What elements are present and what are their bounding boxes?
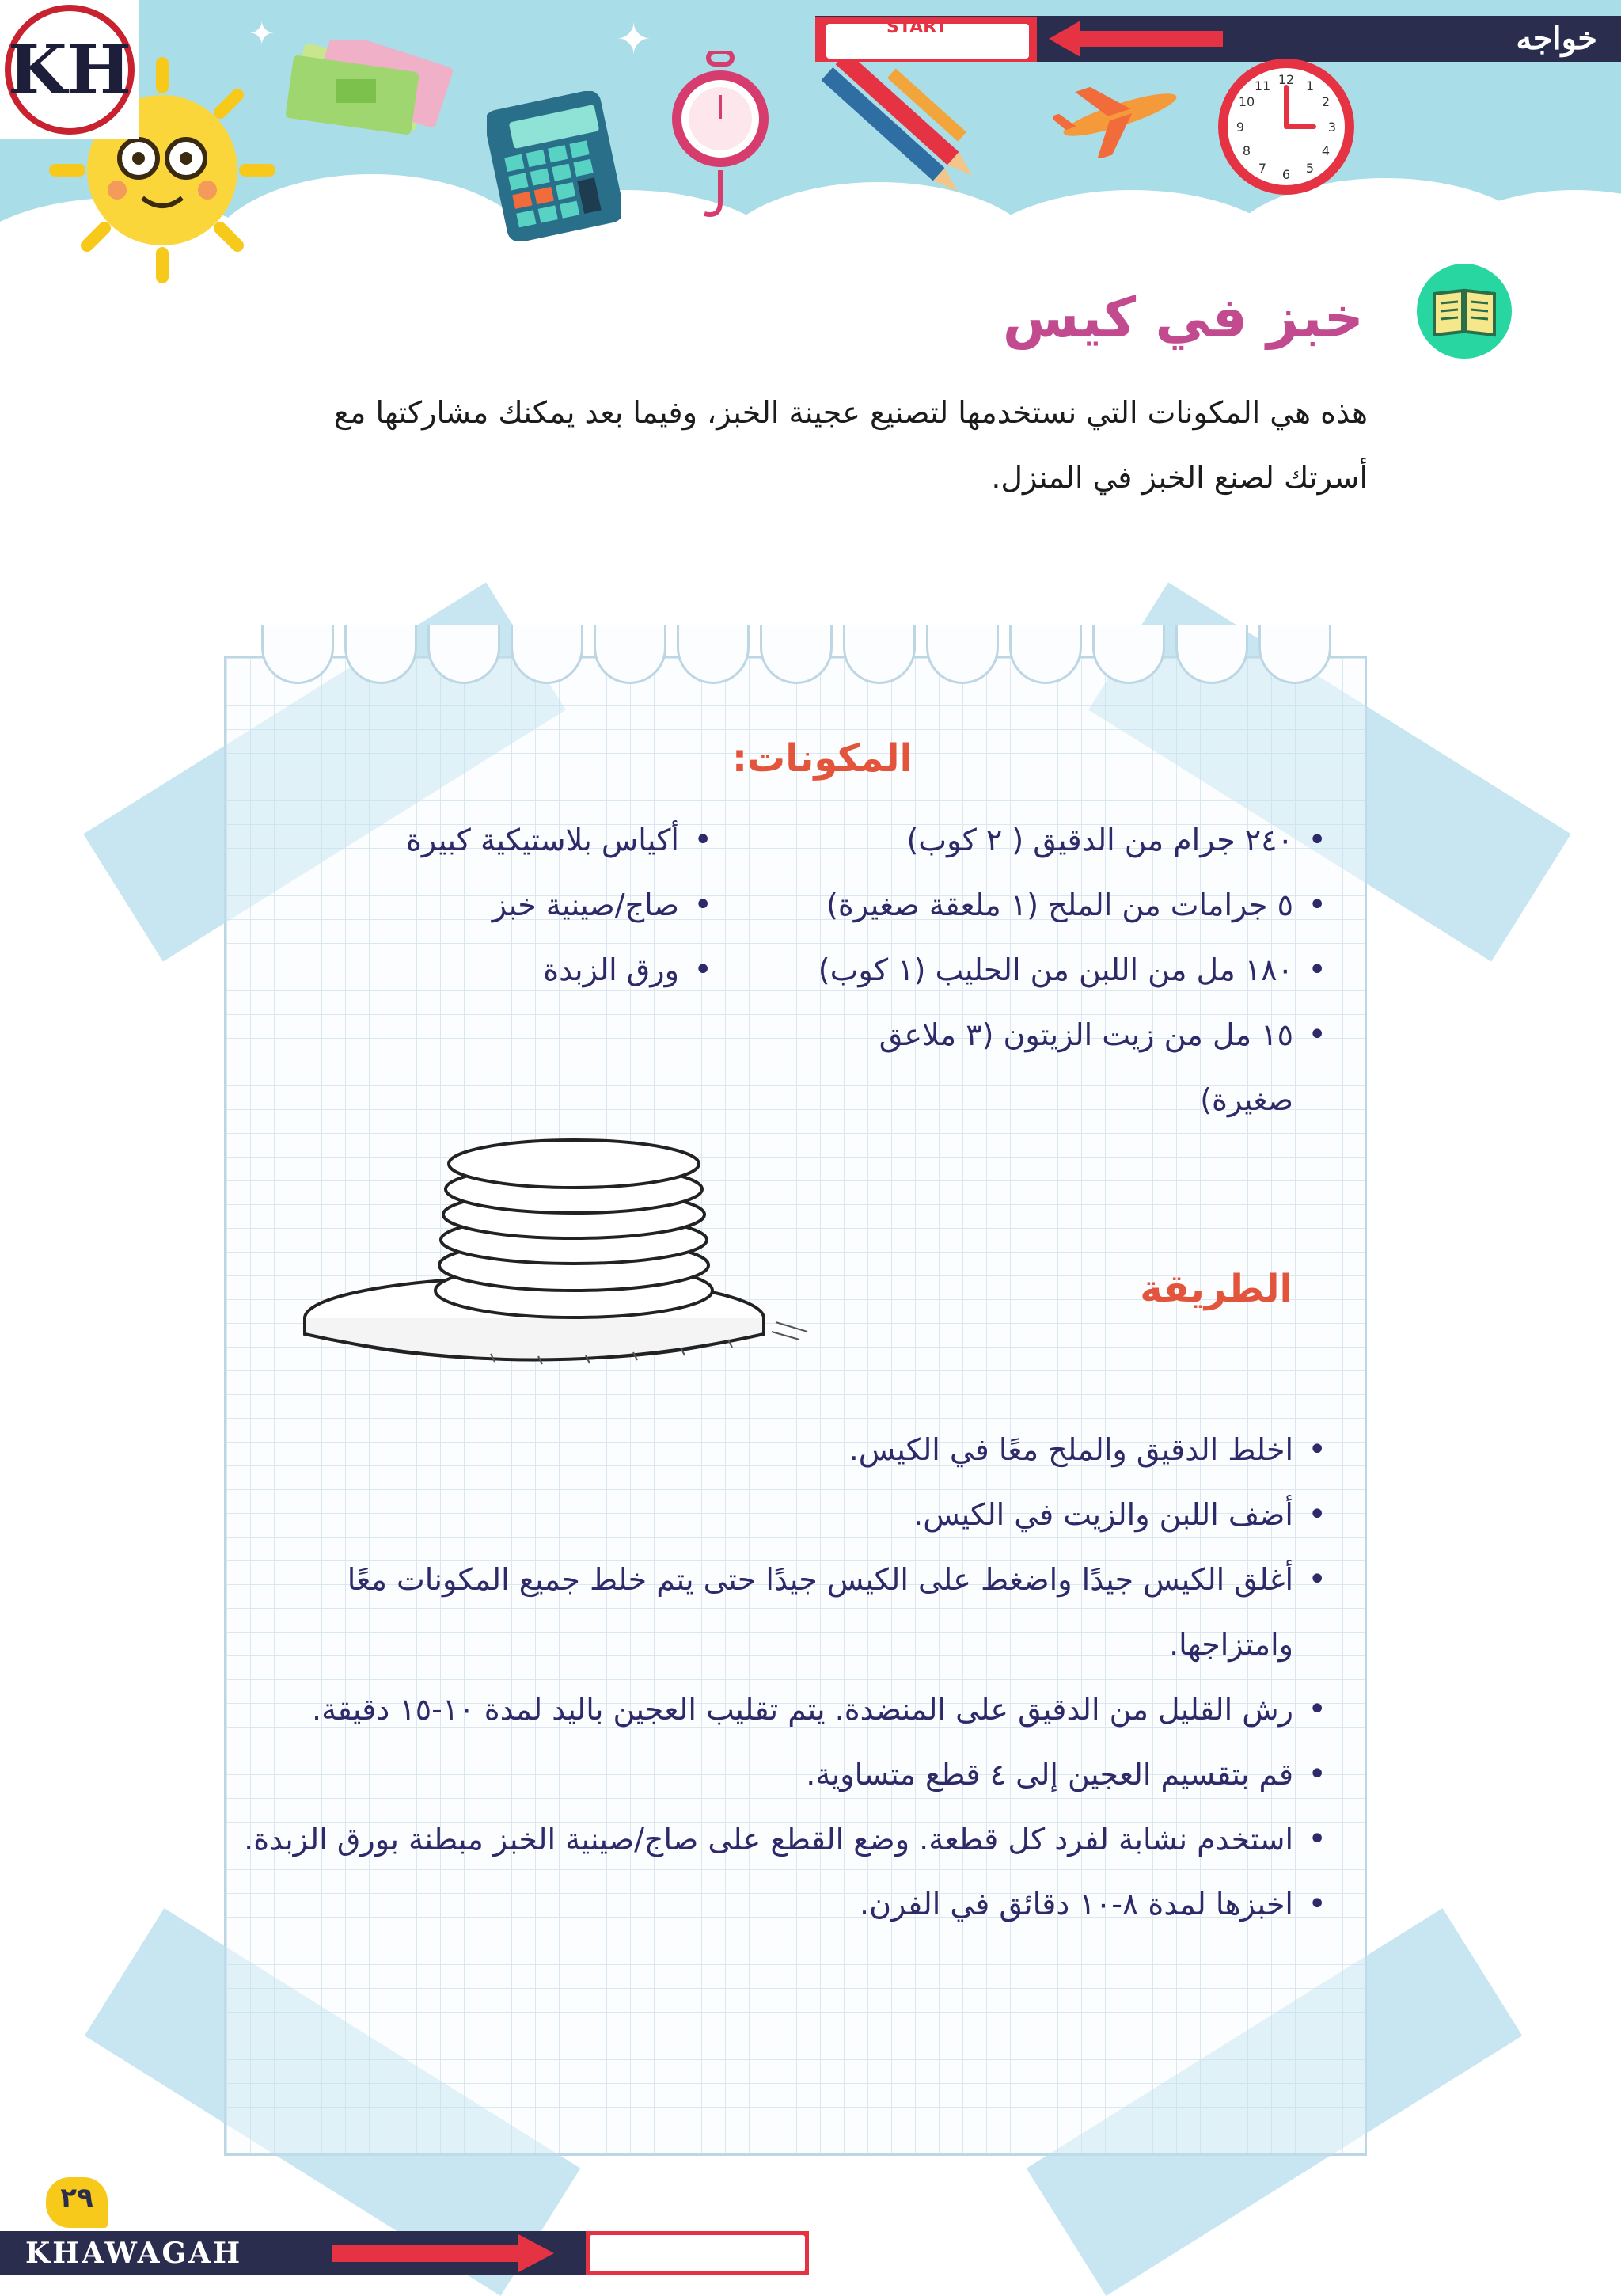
svg-text:2: 2	[1321, 94, 1331, 109]
svg-text:7: 7	[1258, 161, 1267, 176]
gauge-label: START	[886, 17, 948, 37]
ingredients-heading: المكونات:	[731, 736, 913, 781]
footer-brand: KHAWAGAH	[25, 2237, 243, 2270]
list-item: • صاج/صينية خبز	[380, 872, 712, 937]
list-item: • ٢٤٠ جرام من الدقيق ( ٢ كوب)	[812, 808, 1327, 872]
bread-illustration	[301, 1124, 823, 1386]
list-item: • قم بتقسيم العجين إلى ٤ قطع متساوية.	[234, 1742, 1327, 1807]
clock-icon	[1215, 55, 1357, 198]
svg-text:12: 12	[1277, 72, 1295, 87]
money-icon	[281, 40, 471, 135]
svg-text:KH: KH	[7, 30, 132, 110]
list-item: • رش القليل من الدقيق على المنضدة. يتم تقليب العجين باليد لمدة ١٠-١٥ دقيقة.	[234, 1677, 1327, 1742]
page-title: خبز في كيس	[1002, 285, 1364, 350]
svg-text:4: 4	[1321, 143, 1331, 158]
list-item: • أكياس بلاستيكية كبيرة	[380, 808, 712, 872]
star-icon: ✦	[249, 16, 275, 52]
intro-paragraph: هذه هي المكونات التي نستخدمها لتصنيع عجينة الخبز، وفيما بعد يمكنك مشاركتها مع أسرتك لصنع الخبز في المنزل.	[333, 395, 1368, 495]
method-steps	[234, 1417, 1327, 1937]
list-item: • أغلق الكيس جيدًا واضغط على الكيس جيدًا حتى يتم خلط جميع المكونات معًا وامتزاجها.	[234, 1547, 1327, 1677]
book-icon	[1417, 264, 1512, 359]
calculator-icon	[487, 91, 621, 241]
arrow-icon	[1049, 19, 1223, 59]
header-brand-title: خواجه	[1516, 20, 1597, 57]
list-item: • ١٨٠ مل من اللبن من الحليب (١ كوب)	[812, 937, 1327, 1002]
list-item: • اخلط الدقيق والملح معًا في الكيس.	[234, 1417, 1327, 1482]
ingredients-list-left	[380, 808, 712, 1002]
list-item: • استخدم نشابة لفرد كل قطعة. وضع القطع على صاج/صينية الخبز مبطنة بورق الزبدة.	[234, 1807, 1327, 1872]
footer-gauge	[586, 2231, 809, 2275]
scale-icon	[669, 51, 772, 226]
svg-text:6: 6	[1281, 167, 1291, 182]
logo-icon	[0, 0, 139, 139]
method-heading: الطريقة	[1140, 1267, 1293, 1311]
svg-text:8: 8	[1242, 143, 1251, 158]
star-icon: ✦	[616, 14, 652, 64]
svg-text:11: 11	[1254, 78, 1271, 93]
list-item: • أضف اللبن والزيت في الكيس.	[234, 1482, 1327, 1547]
svg-text:3: 3	[1327, 120, 1337, 135]
svg-text:5: 5	[1305, 161, 1315, 176]
ingredients-list-right	[812, 808, 1327, 1132]
svg-text:10: 10	[1238, 94, 1255, 109]
airplane-icon	[1053, 71, 1187, 158]
svg-text:1: 1	[1305, 78, 1315, 93]
list-item: • ١٥ مل من زيت الزيتون (٣ ملاعق صغيرة)	[812, 1002, 1327, 1132]
list-item: • ٥ جرامات من الملح (١ ملعقة صغيرة)	[812, 872, 1327, 937]
list-item: • ورق الزبدة	[380, 937, 712, 1002]
page-number: ٢٩	[60, 2182, 93, 2214]
list-item: • اخبزها لمدة ٨-١٠ دقائق في الفرن.	[234, 1872, 1327, 1937]
svg-text:9: 9	[1236, 120, 1245, 135]
arrow-icon	[317, 2233, 554, 2274]
